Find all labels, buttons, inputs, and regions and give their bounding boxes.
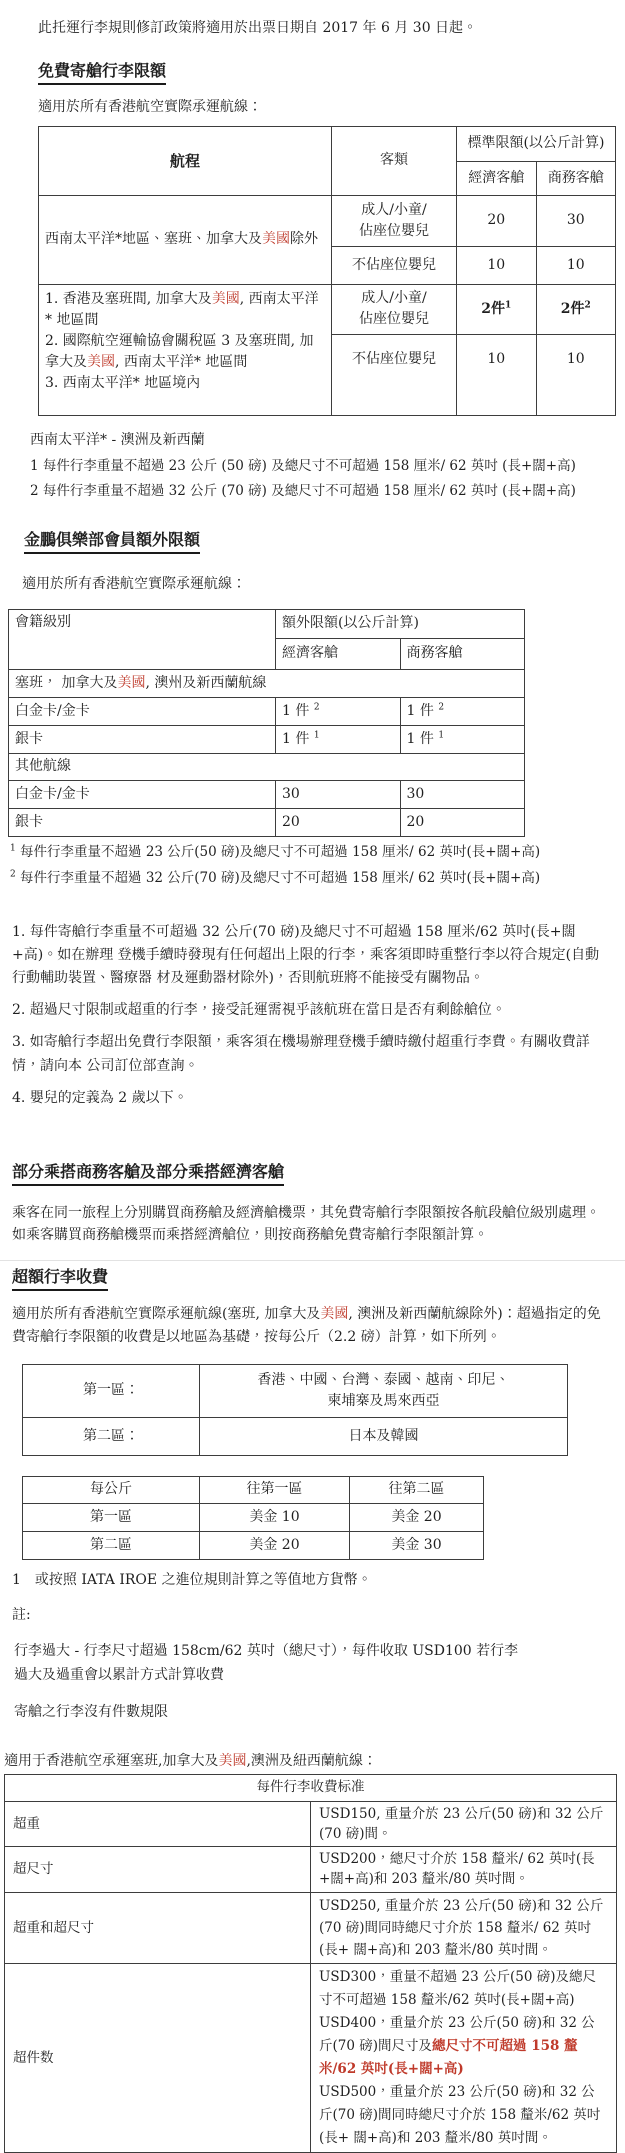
charge-description: USD150, 重量介於 23 公斤(50 磅)和 32 公斤(70 磅)間。 [311,1801,617,1847]
route-text: , 西南太平洋* 地區間 [115,353,248,370]
oversize-note [14,1640,625,1688]
table-row [5,1892,617,1964]
header-to-zone2: 往第二區 [350,1476,484,1503]
header-standard-limit: 標準限額(以公斤計算) [457,126,616,161]
route-text: , 西南太平洋* 地區間 [45,290,319,328]
rate-zone-label: 第二區 [23,1531,200,1559]
tier-cell: 白金卡/金卡 [9,780,276,808]
note-item-2: 2. 超過尺寸限制或超重的行李，接受託運需視乎該航班在當日是否有剩餘艙位。 [12,1002,506,1019]
per-kg-rate-table [22,1476,484,1560]
charge-line: USD300，重量不超過 23 公斤(50 磅)及總尺寸不可超過 158 釐米/62 英吋(長+闊+高) [319,1969,596,2009]
excess-applies-paragraph [12,1303,607,1348]
charge-text: USD400，重量介於 23 公斤(50 磅)和 32 公斤(70 磅)間尺寸及 [319,2015,595,2055]
group-text: , 澳州及新西蘭航線 [145,674,267,691]
highlight-red: 美國 [117,674,146,691]
header-extra-limit: 額外限額(以公斤計算) [276,609,525,638]
highlight-red: 美國 [262,231,290,248]
header-membership-tier: 會籍級別 [9,609,276,669]
rate-value: 美金 30 [350,1531,484,1559]
club-footnote-2: $^2$ 每件行李重量不超過 32 公斤(70 磅)及總尺寸不可超過 158 厘米/ 62 英吋(長+闊+高) [10,869,541,887]
table-row [5,1964,617,2153]
table-row [9,808,525,836]
oversize-note-line: 行李過大 - 行李尺寸超過 158cm/62 英吋（總尺寸），每件收取 USD100 若行李 [14,1642,519,1659]
route-cell [39,195,332,284]
extra-business: 30 [400,780,525,808]
header-economy: 經濟客艙 [457,161,537,195]
pax-type-cell: 不佔座位嬰兒 [332,334,457,415]
table-row [23,1417,568,1455]
paragraph-text: , 澳洲及新西蘭航線除外)：超過指定的免費寄艙行李限額的收費是以地區為基礎，按每公斤（2.2 磅）計算，如下所列。 [12,1306,601,1345]
allowance-economy: 10 [457,246,537,284]
paragraph-text: 適用于香港航空承運塞班,加拿大及 [4,1752,219,1769]
table-row [5,1801,617,1847]
zone-countries-line: 柬埔寨及馬來西亞 [327,1392,440,1409]
note-item-1: 1. 每件寄艙行李重量不可超過 32 公斤(70 磅)及總尺寸不可超過 158 厘米/62 英吋(長+闊+高)。如在辦理 登機手續時發現有任何超出上限的行李，乘客須即時重整行李以符合規定(自動行動輔助裝置、醫療器 材及運動器材除外)，否則航班將不能接受有關物品。 [12,924,600,987]
route-cell [39,284,332,415]
pax-type-cell [332,195,457,246]
pax-line: 成人/小童/ [361,290,427,307]
table-row [9,697,525,725]
excess-charge-heading: 超額行李收費 [12,1267,108,1291]
zone-definition-table [22,1364,568,1456]
zone-label: 第二區： [23,1417,200,1455]
mixed-cabin-paragraph: 乘客在同一旅程上分別購買商務艙及經濟艙機票，其免費寄艙行李限額按各航段艙位級別處理。 如乘客購買商務艙機票而乘搭經濟艙位，則按商務艙免費寄艙行李限額計算。 [12,1204,600,1243]
allowance-business: 10 [536,334,616,415]
intro-paragraph: 此托運行李規則修訂政策將適用於出票日期自 2017 年 6 月 30 日起。 [38,20,478,36]
note-item-3: 3. 如寄艙行李超出免費行李限額，乘客須在機場辦理登機手續時繳付超重行李費。有關收費詳情，請向本 公司訂位部查詢。 [12,1034,590,1074]
footnote-text: 每件行李重量不超過 23 公斤(50 磅)及總尺寸不可超過 158 厘米/ 62 英吋(長+闊+高) [20,843,541,860]
table-row [39,195,616,246]
no-piece-limit-note: 寄艙之行李沒有件數規限 [14,1703,168,1720]
charge-type-label: 超件数 [5,1964,311,2153]
table-row [9,753,525,780]
charge-type-label: 超重 [5,1801,311,1847]
extra-economy: 1 件 $^2$ [276,697,401,725]
mixed-cabin-heading: 部分乘搭商務客艙及部分乘搭經濟客艙 [12,1162,284,1186]
header-pax-type: 客類 [332,126,457,195]
extra-economy: 1 件 $^1$ [276,725,401,753]
table-row [23,1531,484,1559]
table-row [23,1503,484,1531]
charge-description: USD200，總尺寸介於 158 釐米/ 62 英吋(長+闊+高)和 203 釐米/80 英吋間。 [311,1847,617,1893]
zone-countries [200,1364,568,1417]
table-row [9,669,525,697]
club-allowance-table [8,609,525,837]
free-allowance-table [38,126,616,416]
allowance-business: 2件$^2$ [536,284,616,334]
highlight-red: 美國 [320,1306,349,1323]
route-line [45,331,325,373]
charge-description: USD250, 重量介於 23 公斤(50 磅)和 32 公斤(70 磅)間同時總尺寸介於 158 釐米/ 62 英吋(長+ 闊+高)和 203 釐米/80 英吋間。 [311,1892,617,1964]
allowance-economy: 2件$^1$ [457,284,537,334]
club-allowance-heading: 金鵬俱樂部會員額外限額 [24,530,200,554]
highlight-red: 美國 [87,353,115,370]
route-group-row: 其他航線 [9,753,525,780]
group-text: 塞班， 加拿大及 [15,674,118,691]
table-row [9,609,525,638]
club-footnote-1: $^1$ 每件行李重量不超過 23 公斤(50 磅)及總尺寸不可超過 158 厘米/ 62 英吋(長+闊+高) [10,843,541,860]
extra-business: 20 [400,808,525,836]
charge-description [311,1964,617,2153]
extra-business: 1 件 $^2$ [400,697,525,725]
club-applies-line: 適用於所有香港航空實際承運航線： [22,575,246,592]
header-economy: 經濟客艙 [276,638,401,669]
section-divider [0,1260,625,1261]
header-route: 航程 [39,126,332,195]
route-text: 除外 [290,231,318,248]
oversize-note-line: 過大及過重會以累計方式計算收費 [14,1666,224,1683]
remark-label: 註: [12,1606,31,1623]
rate-value: 美金 20 [200,1531,350,1559]
table-row [5,1847,617,1893]
highlight-red: 美國 [218,1752,247,1769]
extra-economy: 20 [276,808,401,836]
note-item-4: 4. 嬰兒的定義為 2 歲以下。 [12,1089,188,1106]
charge-line [319,2012,608,2081]
zone-label: 第一區： [23,1364,200,1417]
route-text: 2. 國際航空運輸協會關稅區 3 及塞班間, 加拿大及 [45,332,314,370]
route-text: 1. 香港及塞班間, 加拿大及 [45,290,212,307]
zone-countries: 日本及韓國 [200,1417,568,1455]
table-row [5,1774,617,1801]
table-row [23,1364,568,1417]
route-line [45,373,325,394]
paragraph-text: ,澳洲及紐西蘭航線： [246,1752,377,1769]
paragraph-text: 適用於所有香港航空實際承運航線(塞班, 加拿大及 [12,1306,321,1323]
footnote-text: 每件行李重量不超過 32 公斤(70 磅)及總尺寸不可超過 158 厘米/ 62 英吋(長+闊+高) [20,870,541,887]
route-text: 3. 西南太平洋* 地區境內 [45,374,201,391]
header-charge-standard: 每件行李收費标准 [5,1774,617,1801]
highlight-red: 美國 [211,290,240,307]
free-allowance-heading: 免費寄艙行李限額 [38,61,166,85]
header-per-kg: 每公斤 [23,1476,200,1503]
free-footnote-1: 1 每件行李重量不超過 23 公斤 (50 磅) 及總尺寸不可超過 158 厘米/ 62 英吋 (長+闊+高) [30,457,576,474]
pax-line: 成人/小童/ [361,201,427,218]
route-group-row [9,669,525,697]
pax-type-cell [332,284,457,334]
route-line [45,289,325,331]
charge-line: USD500，重量介於 23 公斤(50 磅)和 32 公斤(70 磅)間同時總尺寸介於 158 釐米/62 英吋(長+ 闊+高)和 203 釐米/80 英吋間。 [319,2083,601,2146]
tier-cell: 銀卡 [9,808,276,836]
header-business: 商務客艙 [400,638,525,669]
iata-note: 1 或按照 IATA IROE 之進位規則計算之等值地方貨幣。 [12,1571,372,1588]
tier-cell: 白金卡/金卡 [9,697,276,725]
route-text: 西南太平洋*地區、塞班、加拿大及 [45,231,262,248]
zone-countries-line: 香港、中國、台灣、泰國、越南、印尼、 [257,1371,510,1388]
allowance-business: 30 [536,195,616,246]
free-footnote-2: 2 每件行李重量不超過 32 公斤 (70 磅) 及總尺寸不可超過 158 厘米/ 62 英吋 (長+闊+高) [30,483,576,500]
table-row [9,725,525,753]
allowance-economy: 10 [457,334,537,415]
table-row [39,126,616,161]
pax-line: 佔座位嬰兒 [359,222,429,239]
extra-business: 1 件 $^1$ [400,725,525,753]
uscharges-applies-line [4,1751,625,1772]
pax-type-cell: 不佔座位嬰兒 [332,246,457,284]
charge-type-label: 超尺寸 [5,1847,311,1893]
pax-line: 佔座位嬰兒 [359,311,429,328]
table-row [23,1476,484,1503]
general-notes-list [12,921,611,1110]
table-row [9,780,525,808]
header-business: 商務客艙 [536,161,616,195]
southwest-pacific-legend: 西南太平洋* - 澳洲及新西蘭 [30,431,205,448]
per-piece-charge-table [4,1774,617,2153]
rate-value: 美金 10 [200,1503,350,1531]
extra-economy: 30 [276,780,401,808]
highlight-red: 總尺寸不可超過 158 釐米/62 英吋(長+闊+高) [319,2038,578,2078]
rate-value: 美金 20 [350,1503,484,1531]
header-to-zone1: 往第一區 [200,1476,350,1503]
allowance-economy: 20 [457,195,537,246]
allowance-business: 10 [536,246,616,284]
free-applies-line: 適用於所有香港航空實際承運航線： [38,98,262,115]
charge-type-label: 超重和超尺寸 [5,1892,311,1964]
rate-zone-label: 第一區 [23,1503,200,1531]
tier-cell: 銀卡 [9,725,276,753]
table-row [39,284,616,334]
